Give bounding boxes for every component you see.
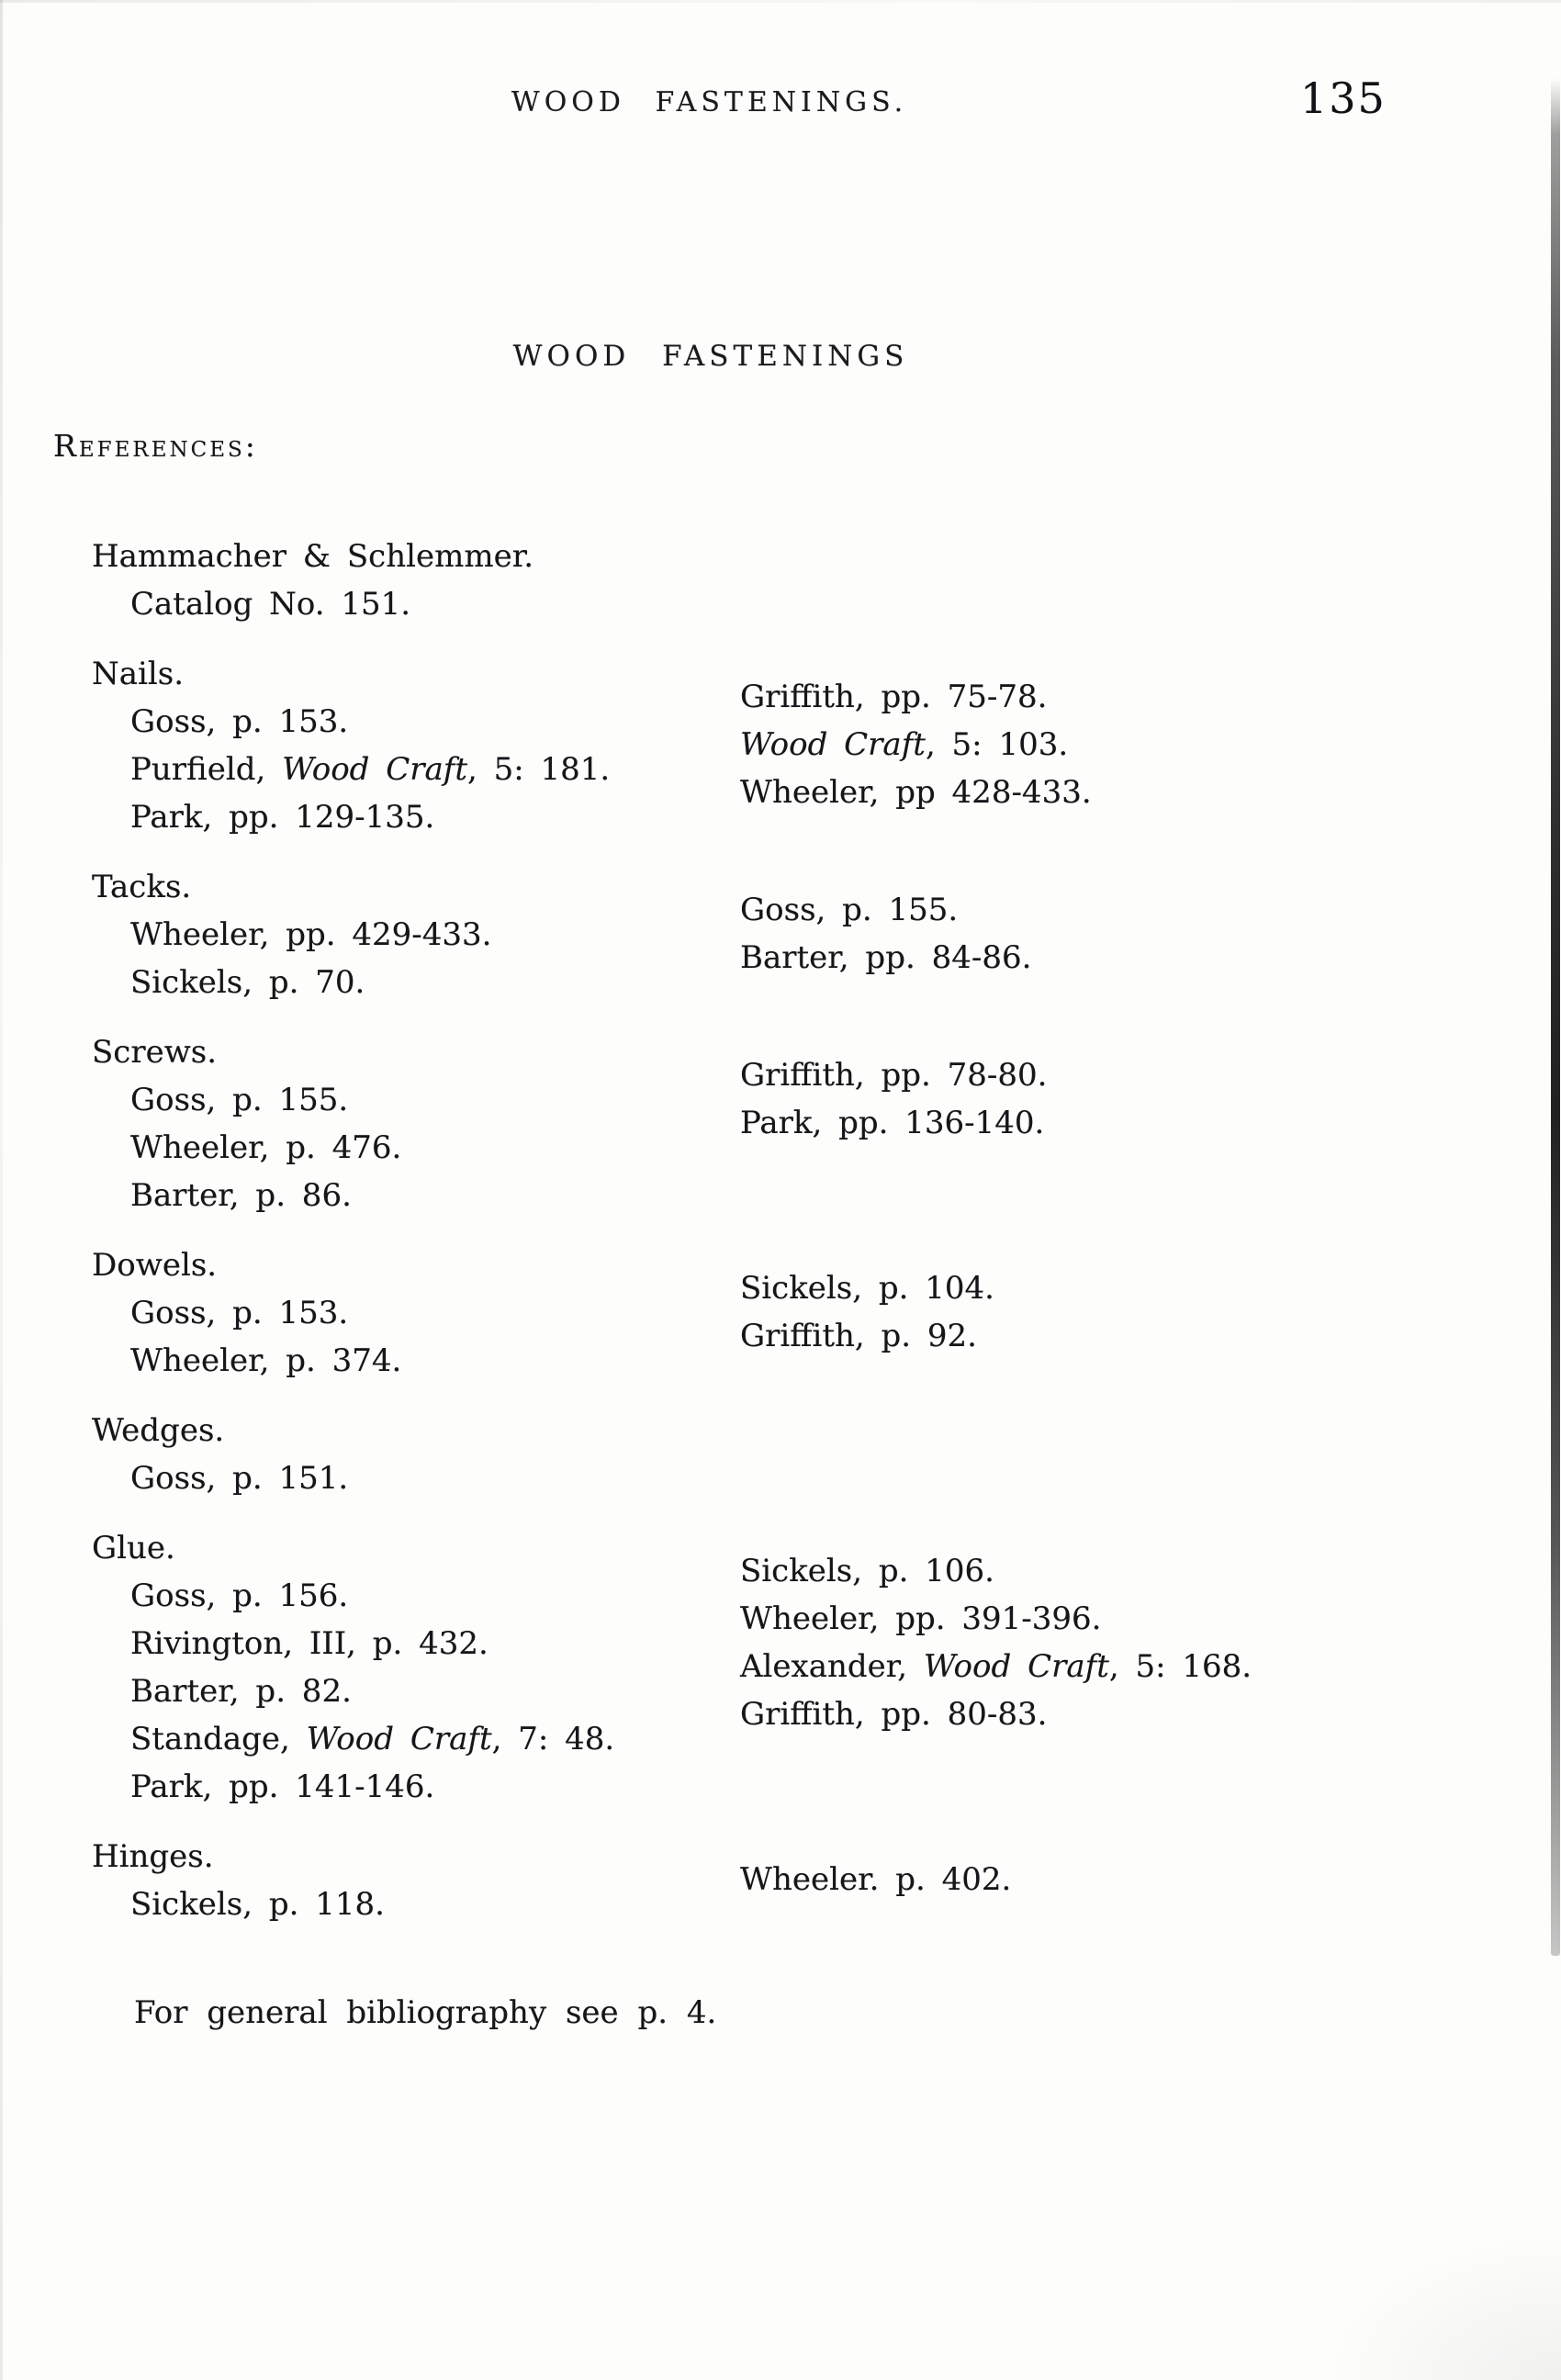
citation-line bbox=[130, 1763, 1506, 1811]
right-column bbox=[740, 1547, 1252, 1738]
scan-corner-smudge bbox=[1322, 2233, 1561, 2380]
citation-line bbox=[130, 1172, 1506, 1219]
citation-text: Goss, p. 155. bbox=[740, 892, 959, 928]
section-heading: Nails. bbox=[92, 656, 185, 692]
page-number: 135 bbox=[1300, 73, 1387, 123]
section-heading: Wedges. bbox=[92, 1412, 225, 1449]
citation-line bbox=[740, 934, 1031, 982]
cited-work-title: Wood Craft bbox=[923, 1648, 1109, 1685]
scan-top-edge-artifact bbox=[0, 0, 1561, 3]
section-heading: Glue. bbox=[92, 1530, 175, 1566]
reference-section bbox=[92, 1524, 1506, 1811]
left-column bbox=[92, 1454, 1506, 1502]
reference-section bbox=[92, 1407, 1506, 1502]
section-columns bbox=[92, 1553, 1506, 1811]
citation-text: Sickels, p. 70. bbox=[130, 964, 365, 1001]
citation-text: Goss, p. 153. bbox=[130, 703, 349, 740]
section-heading: Tacks. bbox=[92, 869, 192, 905]
reference-sections bbox=[92, 650, 1506, 1928]
section-columns bbox=[92, 1270, 1506, 1385]
section-heading: Hinges. bbox=[92, 1838, 214, 1875]
citation-text: Goss, p. 156. bbox=[130, 1577, 349, 1614]
citation-text: Barter, p. 82. bbox=[130, 1673, 352, 1710]
page-title: WOOD FASTENINGS bbox=[512, 340, 909, 373]
citation-text: Wheeler. p. 402. bbox=[740, 1861, 1012, 1898]
citation-line bbox=[740, 1099, 1047, 1147]
citation-text: Wheeler, pp. 429-433. bbox=[130, 916, 492, 953]
citation-text: Park, pp. 141-146. bbox=[130, 1768, 435, 1805]
cited-work-title: Wood Craft bbox=[306, 1721, 492, 1757]
citation-text: Goss, p. 155. bbox=[130, 1082, 349, 1118]
section-columns bbox=[92, 1861, 1506, 1928]
citation-text: Griffith, p. 92. bbox=[740, 1318, 977, 1354]
references-label: References: bbox=[53, 428, 258, 464]
section-heading: Dowels. bbox=[92, 1247, 218, 1284]
citation-text: Wheeler, pp. 391-396. bbox=[740, 1600, 1102, 1637]
citation-text: Wheeler, p. 476. bbox=[130, 1129, 402, 1166]
scan-right-edge-artifact bbox=[1551, 78, 1560, 1956]
citation-line bbox=[740, 769, 1092, 816]
citation-line bbox=[740, 1547, 1252, 1595]
reference-section bbox=[92, 1028, 1506, 1219]
citation-line bbox=[740, 673, 1092, 721]
cited-work-title: Wood Craft bbox=[282, 751, 468, 788]
citation-text: Griffith, pp. 80-83. bbox=[740, 1696, 1048, 1733]
citation-text: Park, pp. 129-135. bbox=[130, 799, 435, 836]
right-column bbox=[740, 1856, 1011, 1903]
citation-text: Park, pp. 136-140. bbox=[740, 1105, 1045, 1141]
right-column bbox=[740, 886, 1031, 982]
right-column bbox=[740, 1264, 994, 1360]
section-columns bbox=[92, 892, 1506, 1006]
citation-text: Sickels, p. 106. bbox=[740, 1553, 994, 1589]
citation-text: Wheeler, p. 374. bbox=[130, 1342, 402, 1379]
citation-text: Standage, bbox=[130, 1721, 307, 1757]
cited-work-title: Wood Craft bbox=[740, 726, 926, 763]
citation-text: Alexander, bbox=[740, 1648, 924, 1685]
citation-line bbox=[740, 721, 1092, 769]
publisher-detail: Catalog No. 151. bbox=[130, 586, 411, 623]
citation-text: Barter, p. 86. bbox=[130, 1177, 352, 1214]
citation-text: , 7: 48. bbox=[491, 1721, 615, 1757]
running-head: WOOD FASTENINGS. bbox=[511, 86, 908, 118]
citation-text: Goss, p. 151. bbox=[130, 1460, 349, 1497]
references-content bbox=[92, 533, 1506, 2037]
citation-line bbox=[130, 1454, 1506, 1502]
citation-text: Sickels, p. 118. bbox=[130, 1886, 385, 1923]
citation-text: Purfield, bbox=[130, 751, 283, 788]
citation-line bbox=[740, 1595, 1252, 1643]
section-columns bbox=[92, 1057, 1506, 1219]
citation-text: Rivington, III, p. 432. bbox=[130, 1625, 489, 1662]
citation-text: Wheeler, pp 428-433. bbox=[740, 774, 1092, 811]
citation-line bbox=[740, 1312, 994, 1360]
section-columns bbox=[92, 679, 1506, 841]
reference-section bbox=[92, 863, 1506, 1006]
citation-line bbox=[740, 1051, 1047, 1099]
citation-line bbox=[740, 1643, 1252, 1690]
citation-text: Barter, pp. 84-86. bbox=[740, 939, 1032, 976]
reference-section bbox=[92, 650, 1506, 841]
publisher-name: Hammacher & Schlemmer. bbox=[92, 538, 534, 575]
section-heading: Screws. bbox=[92, 1034, 218, 1071]
citation-text: Sickels, p. 104. bbox=[740, 1270, 994, 1307]
footer-note: For general bibliography see p. 4. bbox=[134, 1994, 717, 2031]
citation-line bbox=[740, 1264, 994, 1312]
right-column bbox=[740, 1051, 1047, 1147]
citation-text: Goss, p. 153. bbox=[130, 1295, 349, 1331]
citation-text: , 5: 168. bbox=[1108, 1648, 1252, 1685]
citation-line bbox=[740, 886, 1031, 934]
citation-line bbox=[740, 1690, 1252, 1738]
citation-text: Griffith, pp. 75-78. bbox=[740, 679, 1048, 715]
publisher-entry bbox=[92, 533, 1506, 628]
section-columns bbox=[92, 1454, 1506, 1502]
citation-text: Griffith, pp. 78-80. bbox=[740, 1057, 1048, 1094]
reference-section bbox=[92, 1833, 1506, 1928]
right-column bbox=[740, 673, 1092, 816]
reference-section bbox=[92, 1241, 1506, 1385]
citation-line bbox=[740, 1856, 1011, 1903]
citation-text: , 5: 181. bbox=[467, 751, 611, 788]
citation-text: , 5: 103. bbox=[925, 726, 1069, 763]
